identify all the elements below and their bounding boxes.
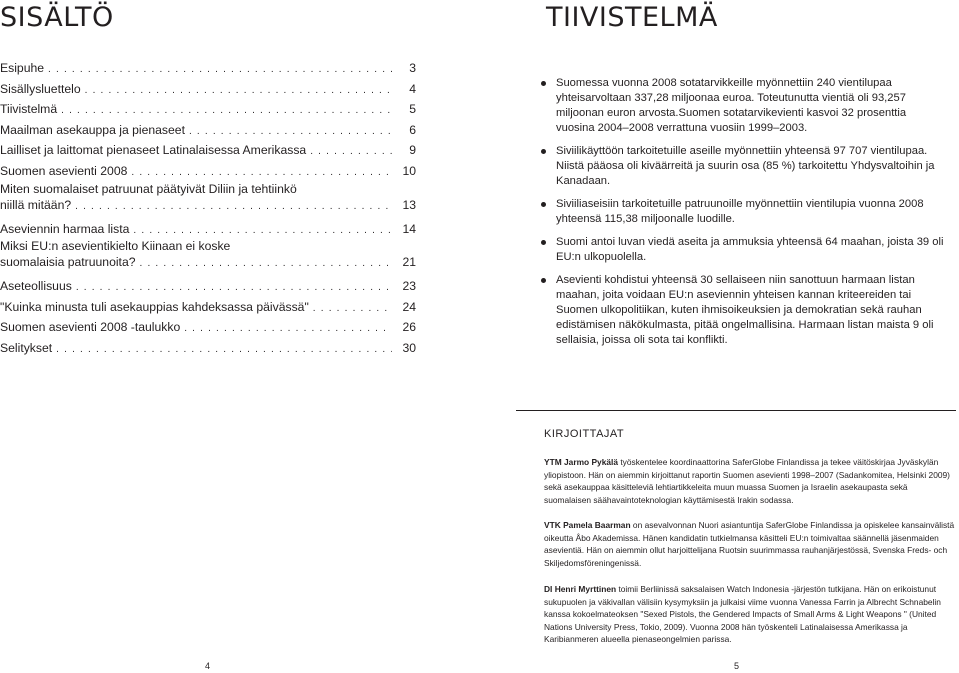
- toc-leader-dots: [140, 256, 392, 271]
- toc-entry-page: 13: [402, 197, 416, 212]
- toc-entry-page: 30: [402, 340, 416, 355]
- summary-item: [540, 144, 945, 189]
- bullet-icon: [541, 149, 546, 154]
- toc-entry-title-line2: niillä mitään?: [0, 197, 72, 212]
- toc-entry-title: "Kuinka minusta tuli asekauppias kahdeksassa päivässä": [0, 299, 309, 314]
- summary-item: [540, 197, 945, 227]
- toc-entry[interactable]: [0, 79, 416, 100]
- toc-leader-dots: [313, 299, 392, 320]
- bullet-icon: [541, 81, 546, 86]
- toc-entry-title: Lailliset ja laittomat pienaseet Latinalaisessa Amerikassa: [0, 143, 307, 158]
- summary-text: Siviiliaseisiin tarkoitetuille patruunoille myönnettiin vientilupia vuonna 2008 yhteensä 115,38 miljoonalle luodille.: [556, 198, 924, 225]
- toc-entry-page: 6: [409, 122, 416, 137]
- summary-item: [540, 273, 945, 348]
- toc-entry[interactable]: [0, 276, 416, 297]
- toc-entry-page: 14: [402, 221, 416, 236]
- toc-entry-page: 3: [409, 61, 416, 75]
- toc-entry[interactable]: [0, 239, 416, 276]
- toc-leader-dots: [310, 142, 392, 163]
- toc-leader-dots: [61, 101, 392, 122]
- toc-entry-page: 10: [402, 163, 416, 178]
- toc-entry-title: Aseviennin harmaa lista: [0, 221, 130, 236]
- author-bio: [544, 519, 956, 569]
- toc-leader-dots: [189, 122, 392, 143]
- summary-text: Siviilikäyttöön tarkoitetuille aseille myönnettiin yhteensä 97 707 vientilupaa. Niistä pääosa oli kiväärreitä ja suurin osa (85 %) tarkoitettu Yhdysvaltoihin ja Kanadaan.: [556, 145, 935, 187]
- summary-item: [540, 76, 945, 136]
- summary-list: [540, 76, 945, 356]
- toc-entry-title-line1: Miksi EU:n asevientikielto Kiinaan ei koske: [0, 239, 231, 254]
- toc-entry[interactable]: [0, 219, 416, 240]
- toc-entry[interactable]: [0, 161, 416, 182]
- summary-text: Suomi antoi luvan viedä aseita ja ammuksia yhteensä 64 maahan, joista 39 oli EU:n ulkopuolella.: [556, 236, 944, 263]
- author-bio: [544, 583, 956, 646]
- toc-entry-title: Tiivistelmä: [0, 102, 58, 117]
- toc-entry-page: 4: [409, 81, 416, 96]
- bullet-icon: [541, 278, 546, 283]
- toc-entry[interactable]: [0, 297, 416, 318]
- summary-text: Suomessa vuonna 2008 sotatarvikkeille myönnettiin 240 vientilupaa yhteisarvoltaan 337,28 miljoonaa euroa. Toteutunutta vientiä oli 93,257 miljoonan euron arvosta.Suomen sotatarvikevienti kasvoi 32 prosenttia vuosina 2004–2008 verrattuna vuosiin 1999–2003.: [556, 77, 907, 134]
- toc-entry-page: 23: [402, 279, 416, 294]
- toc-leader-dots: [131, 163, 392, 184]
- toc-leader-dots: [56, 340, 392, 361]
- author-bio-text: työskentelee koordinaattorina SaferGlobe Finlandissa ja tekee väitöskirjaa Jyväskylän yliopistoon. Hän on aiemmin kirjoittanut raportin Suomen asevienti 1998–2007 (Sadankomitea, Helsinki 2009) sekä asekauppaa käsitteleviä lehtiartikkeleita muun muassa Suomen ja Israelin asekaupasta sekä suomalaisen säähavaintoteknologian käyttämisestä Irakin sodassa.: [544, 457, 950, 505]
- toc-entry-page: 24: [402, 299, 416, 314]
- page-number: 5: [734, 661, 740, 671]
- toc-entry-title: Esipuhe: [0, 61, 45, 75]
- summary-item: [540, 235, 945, 265]
- toc-entry-title: Suomen asevienti 2008 -taulukko: [0, 320, 181, 335]
- right-page: [480, 0, 959, 673]
- toc-leader-dots: [75, 199, 392, 214]
- toc-entry-title: Selitykset: [0, 340, 53, 355]
- toc-entry-title: Aseteollisuus: [0, 279, 72, 294]
- toc-entry[interactable]: [0, 182, 416, 219]
- author-bio: [544, 456, 956, 506]
- author-name: DI Henri Myrttinen: [544, 584, 617, 594]
- toc-leader-dots: [48, 60, 392, 81]
- toc-entry-title-line2: suomalaisia patruunoita?: [0, 255, 136, 270]
- toc-entry-page: 5: [409, 102, 416, 117]
- authors-heading: KIRJOITTAJAT: [544, 428, 625, 440]
- toc-entry[interactable]: [0, 99, 416, 120]
- toc-entry-page: 21: [402, 255, 416, 270]
- bullet-icon: [541, 240, 546, 245]
- toc-leader-dots: [184, 319, 392, 340]
- summary-text: Asevienti kohdistui yhteensä 30 sellaiseen niin sanottuun harmaan listan maahan, joita voidaan EU:n aseviennin yhteisen kannan kriteereiden tai Suomen ulkopolitiikan, kuten ihmisoikeuksien ja demokratian sekä rauhan edistämisen näkökulmasta, pitää ongelmallisina. Harmaan listan maista 9 oli sellaisia, joissa oli sota tai konflikti.: [556, 274, 934, 346]
- toc-entry-title-line1: Miten suomalaiset patruunat päätyivät Diliin ja tehtiinkö: [0, 181, 297, 196]
- toc-leader-dots: [133, 221, 392, 242]
- table-of-contents: [0, 58, 416, 359]
- toc-entry[interactable]: [0, 338, 416, 359]
- toc-entry-page: 9: [409, 143, 416, 158]
- toc-leader-dots: [76, 278, 392, 299]
- author-name: VTK Pamela Baarman: [544, 520, 631, 530]
- toc-entry[interactable]: [0, 120, 416, 141]
- toc-leader-dots: [85, 81, 392, 102]
- author-bio-text: on asevalvonnan Nuori asiantuntija SaferGlobe Finlandissa ja opiskelee kansainvälistä oikeutta Åbo Akademissa. Hänen kandidatin tutkielmansa käsitteli EU:n toimivaltaa säännellä jäsenmaiden asevientiä. Hän on aiemmin ollut harjoittelijana Ruotsin suurimmassa rauhanjärjestössä, Svenska Freds- och Skiljedomsföreningenissä.: [544, 520, 955, 568]
- toc-entry-title: Suomen asevienti 2008: [0, 163, 128, 178]
- toc-entry-title: Maailman asekauppa ja pienaseet: [0, 122, 185, 137]
- author-bio-text: toimii Berliinissä saksalaisen Watch Indonesia -järjestön tutkijana. Hän on erikoistunut sukupuolen ja väkivallan välisiin kysymyksiin ja julkaisi viime vuonna Vanessa Farrin ja Albrecht Schnabelin kanssa kokoelmateoksen "Sexed Pistols, the Gendered Impacts of Small Arms & Light Weapons " (United Nations University Press, Tokio, 2009). Vuonna 2008 hän työskenteli Latinalaisessa Amerikassa ja Karibianmeren alueella pienaseongelmien parissa.: [544, 584, 941, 645]
- toc-entry[interactable]: [0, 140, 416, 161]
- bullet-icon: [541, 202, 546, 207]
- section-divider: [516, 410, 956, 411]
- page-heading-sisalto: SISÄLTÖ: [0, 2, 114, 33]
- page-heading-tiivistelma: TIIVISTELMÄ: [546, 2, 718, 33]
- toc-entry-page: 26: [402, 320, 416, 335]
- toc-entry-title: Sisällysluettelo: [0, 81, 81, 96]
- toc-entry[interactable]: [0, 317, 416, 338]
- author-name: YTM Jarmo Pykälä: [544, 457, 619, 467]
- toc-entry[interactable]: [0, 58, 416, 79]
- page-number: 4: [205, 661, 211, 671]
